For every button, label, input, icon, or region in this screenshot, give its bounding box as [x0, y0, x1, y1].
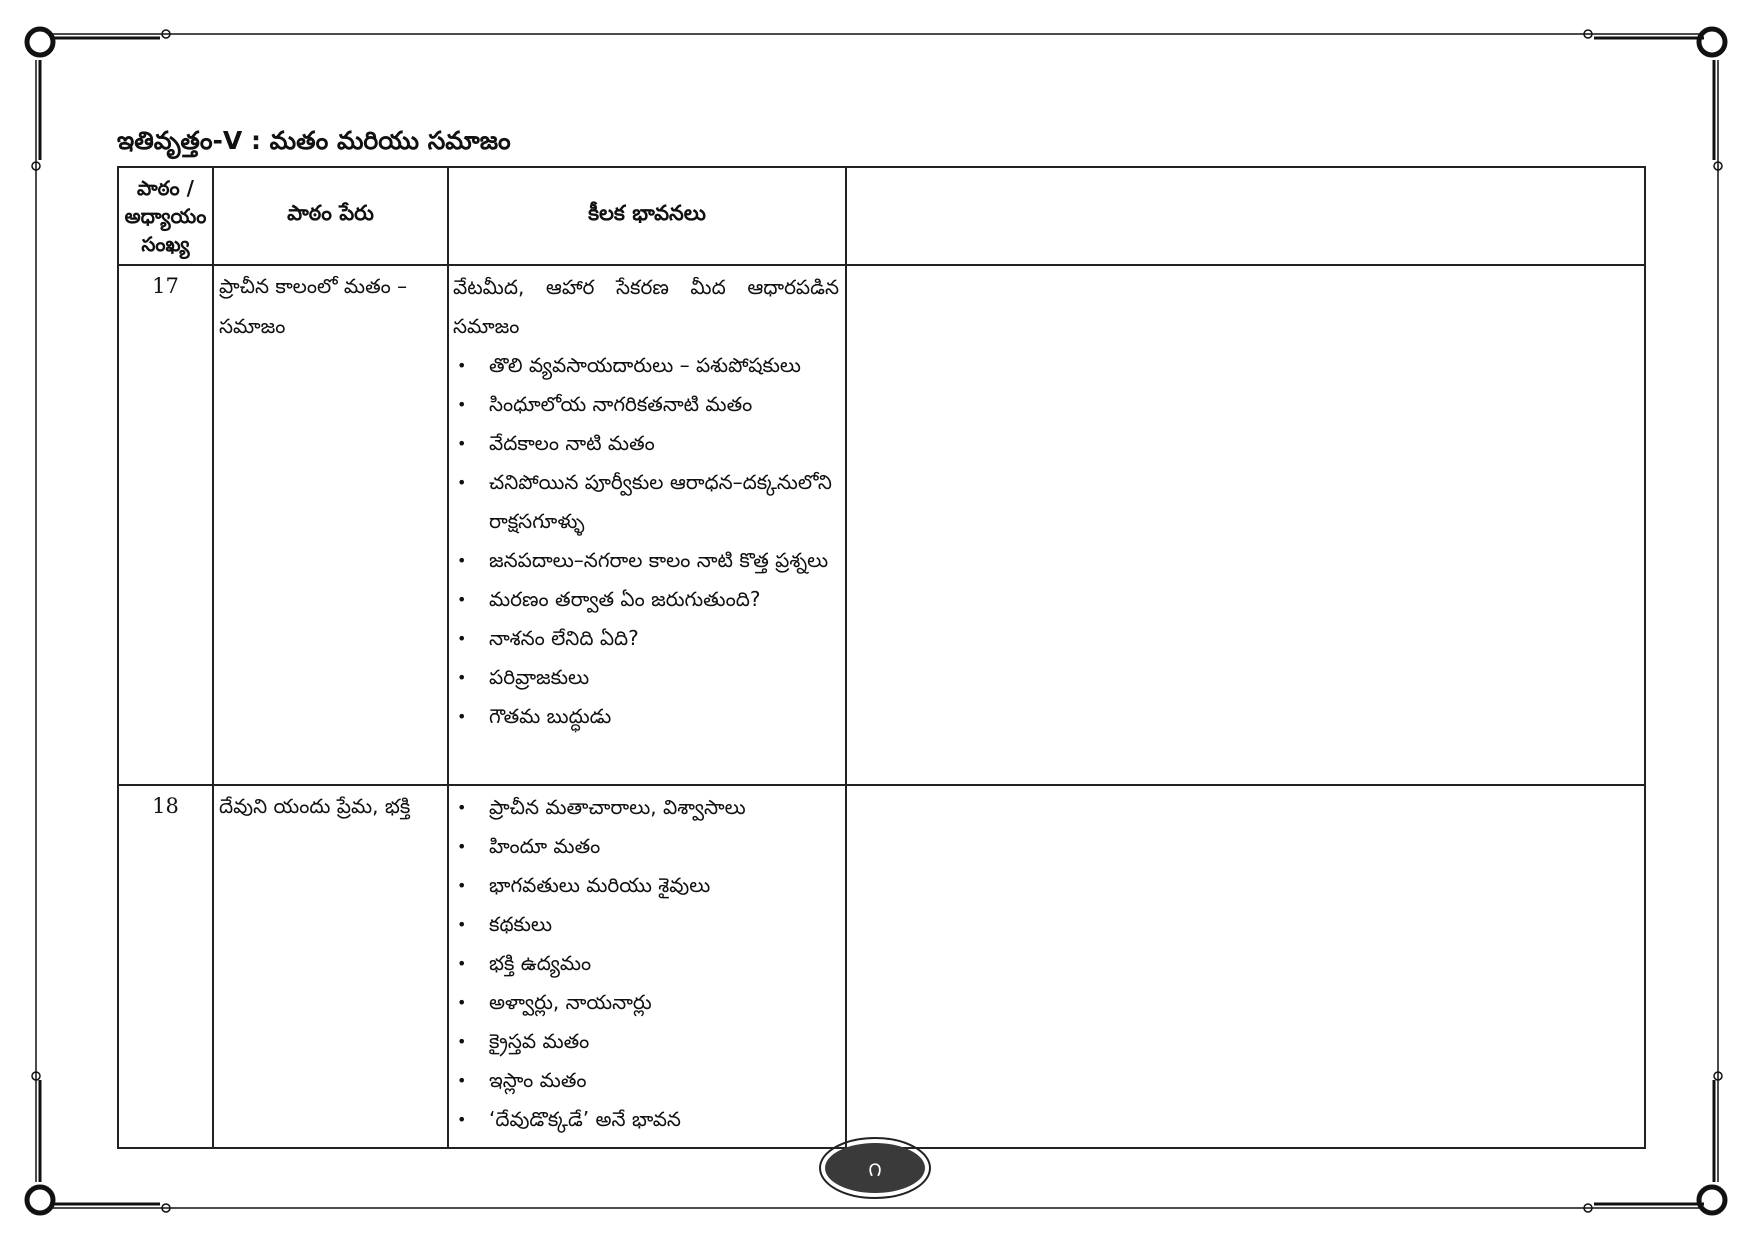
- header-lesson-number: పాఠం / అధ్యాయం సంఖ్య: [118, 167, 213, 265]
- bullet-icon: •: [457, 551, 467, 570]
- bullet-icon: •: [457, 954, 467, 973]
- list-item: • ప్రాచీన మతాచారాలు, విశ్వాసాలు: [453, 788, 839, 827]
- list-item: • అళ్వార్లు, నాయనార్లు: [453, 983, 839, 1022]
- concept-list: [453, 346, 839, 736]
- bullet-icon: •: [457, 993, 467, 1012]
- bullet-icon: •: [457, 356, 467, 375]
- lesson-name-cell: ప్రాచీన కాలంలో మతం – సమాజం: [213, 265, 448, 785]
- concept-intro-continued: సమాజం: [453, 314, 520, 338]
- page-number-badge: [818, 1136, 932, 1200]
- bullet-icon: •: [457, 668, 467, 687]
- list-item: • ఇస్లాం మతం: [453, 1061, 839, 1100]
- list-item: • గౌతమ బుద్ధుడు: [453, 697, 839, 736]
- bullet-icon: •: [457, 629, 467, 648]
- bullet-icon: •: [457, 707, 467, 726]
- header-lesson-name: పాఠం పేరు: [213, 167, 448, 265]
- bullet-icon: •: [457, 395, 467, 414]
- bullet-icon: •: [457, 1110, 467, 1129]
- lesson-name-cell: దేవుని యందు ప్రేమ, భక్తి: [213, 785, 448, 1148]
- list-item: • క్రైస్తవ మతం: [453, 1022, 839, 1061]
- table-header-row: [118, 167, 1645, 265]
- list-item: • హిందూ మతం: [453, 827, 839, 866]
- bullet-icon: •: [457, 590, 467, 609]
- bullet-icon: •: [457, 1071, 467, 1090]
- bullet-icon: •: [457, 473, 467, 492]
- syllabus-table: [117, 166, 1646, 1149]
- bullet-icon: •: [457, 798, 467, 817]
- key-concepts-cell: [448, 785, 846, 1148]
- blank-cell: [846, 785, 1645, 1148]
- header-blank: [846, 167, 1645, 265]
- list-item: • మరణం తర్వాత ఏం జరుగుతుంది?: [453, 580, 839, 619]
- bullet-icon: •: [457, 837, 467, 856]
- list-item: • పరివ్రాజకులు: [453, 658, 839, 697]
- list-item: • చనిపోయిన పూర్వీకుల ఆరాధన–దక్కనులోని రాక్షసగూళ్ళు: [453, 463, 839, 541]
- list-item: • వేదకాలం నాటి మతం: [453, 424, 839, 463]
- section-title: ఇతివృత్తం-V : మతం మరియు సమాజం: [117, 126, 511, 155]
- list-item: • జనపదాలు–నగరాల కాలం నాటి కొత్త ప్రశ్నలు: [453, 541, 839, 580]
- bullet-icon: •: [457, 434, 467, 453]
- table-row: [118, 265, 1645, 785]
- key-concepts-cell: [448, 265, 846, 785]
- blank-cell: [846, 265, 1645, 785]
- list-item: • భాగవతులు మరియు శైవులు: [453, 866, 839, 905]
- bullet-icon: •: [457, 1032, 467, 1051]
- page-number: ౧: [868, 1157, 882, 1181]
- list-item: • కథకులు: [453, 905, 839, 944]
- lesson-number-cell: 17: [118, 265, 213, 785]
- list-item: • భక్తి ఉద్యమం: [453, 944, 839, 983]
- lesson-number-cell: 18: [118, 785, 213, 1148]
- concept-intro: వేటమీద, ఆహార సేకరణ మీద ఆధారపడిన: [453, 275, 839, 299]
- list-item: • తొలి వ్యవసాయదారులు – పశుపోషకులు: [453, 346, 839, 385]
- bullet-icon: •: [457, 876, 467, 895]
- list-item: • నాశనం లేనిది ఏది?: [453, 619, 839, 658]
- list-item: • ‘దేవుడొక్కడే’ అనే భావన: [453, 1100, 839, 1139]
- header-key-concepts: కీలక భావనలు: [448, 167, 846, 265]
- concept-list: [453, 788, 839, 1139]
- table-row: [118, 785, 1645, 1148]
- bullet-icon: •: [457, 915, 467, 934]
- list-item: • సింధూలోయ నాగరికతనాటి మతం: [453, 385, 839, 424]
